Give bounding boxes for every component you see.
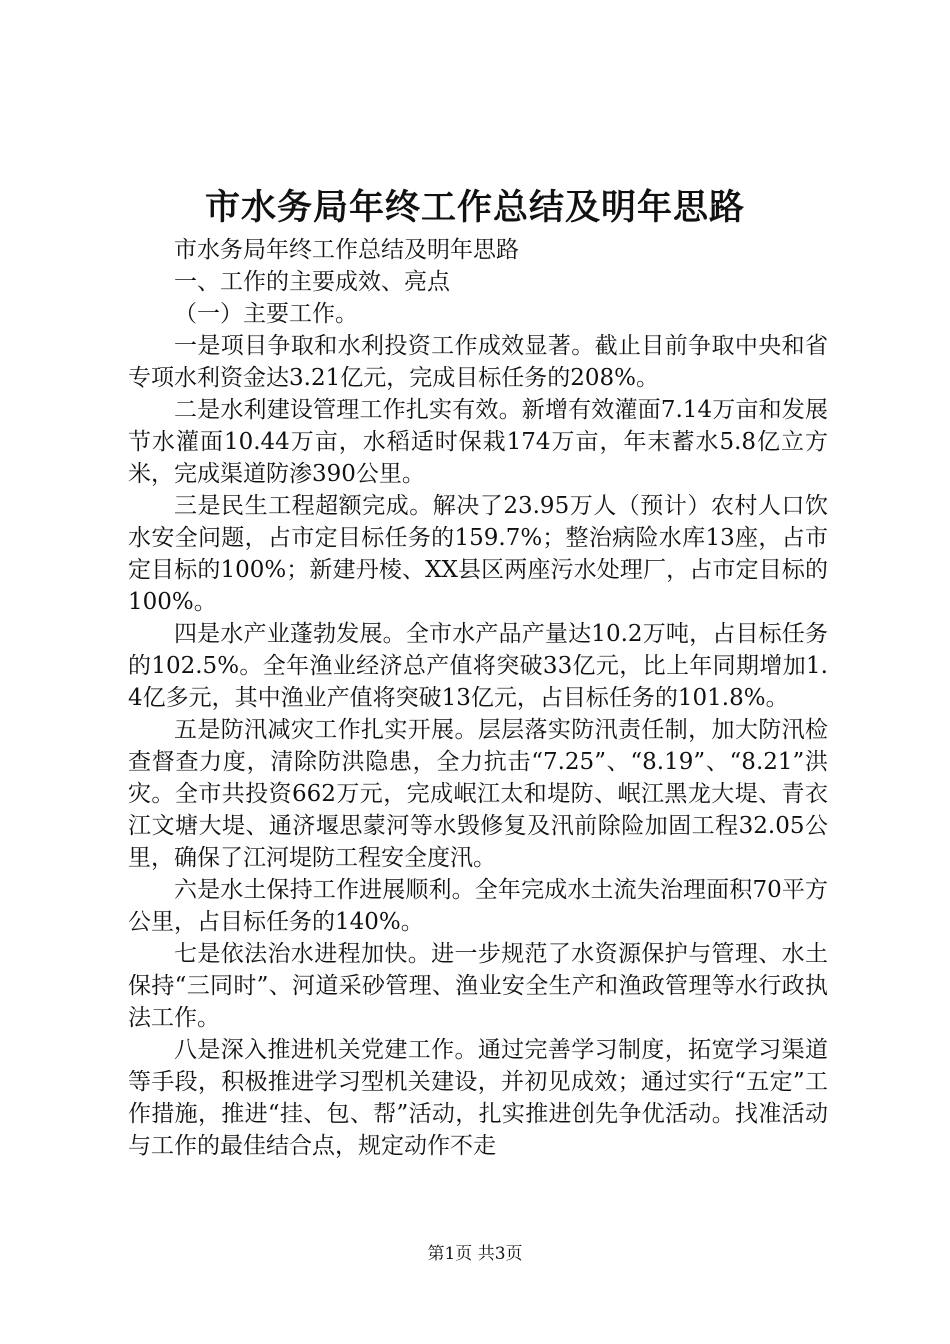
paragraph-section-heading: 一、工作的主要成效、亮点 bbox=[174, 269, 450, 295]
paragraph-item-7: 七是依法治水进程加快。进一步规范了水资源保护与管理、水土保持“三同时”、河道采砂管理、渔业安全生产和渔政管理等水行政执法工作。 bbox=[128, 941, 828, 1031]
paragraph-subtitle: 市水务局年终工作总结及明年思路 bbox=[174, 237, 519, 263]
paragraph-item-1: 一是项目争取和水利投资工作成效显著。截止目前争取中央和省专项水利资金达3.21亿元，完成目标任务的208%。 bbox=[128, 333, 828, 391]
paragraph-subsection-heading: （一）主要工作。 bbox=[174, 301, 358, 327]
paragraph-item-3: 三是民生工程超额完成。解决了23.95万人（预计）农村人口饮水安全问题，占市定目标任务的159.7%；整治病险水库13座，占市定目标的100%；新建丹棱、XX县区两座污水处理厂，占市定目标的100%。 bbox=[128, 493, 828, 615]
paragraph-item-5: 五是防汛减灾工作扎实开展。层层落实防汛责任制，加大防汛检查督查力度，清除防洪隐患，全力抗击“7.25”、“8.19”、“8.21”洪灾。全市共投资662万元，完成岷江太和堤防、岷江黑龙大堤、青衣江文塘大堤、通济堰思蒙河等水毁修复及汛前除险加固工程32.05公里，确保了江河堤防工程安全度汛。 bbox=[128, 717, 828, 871]
paragraph-item-2: 二是水利建设管理工作扎实有效。新增有效灌面7.14万亩和发展节水灌面10.44万亩，水稻适时保栽174万亩，年末蓄水5.8亿立方米，完成渠道防渗390公里。 bbox=[128, 397, 828, 487]
paragraph-item-8: 八是深入推进机关党建工作。通过完善学习制度，拓宽学习渠道等手段，积极推进学习型机关建设，并初见成效；通过实行“五定”工作措施，推进“挂、包、帮”活动，扎实推进创先争优活动。找准活动与工作的最佳结合点，规定动作不走 bbox=[128, 1037, 828, 1159]
document-body bbox=[128, 234, 828, 1162]
paragraph-item-6: 六是水土保持工作进展顺利。全年完成水土流失治理面积70平方公里，占目标任务的140%。 bbox=[128, 877, 828, 935]
page-number-footer: 第1页 共3页 bbox=[427, 1244, 523, 1264]
paragraph-item-4: 四是水产业蓬勃发展。全市水产品产量达10.2万吨，占目标任务的102.5%。全年渔业经济总产值将突破33亿元，比上年同期增加1.4亿多元，其中渔业产值将突破13亿元，占目标任务的101.8%。 bbox=[128, 621, 828, 711]
document-title: 市水务局年终工作总结及明年思路 bbox=[204, 187, 745, 228]
